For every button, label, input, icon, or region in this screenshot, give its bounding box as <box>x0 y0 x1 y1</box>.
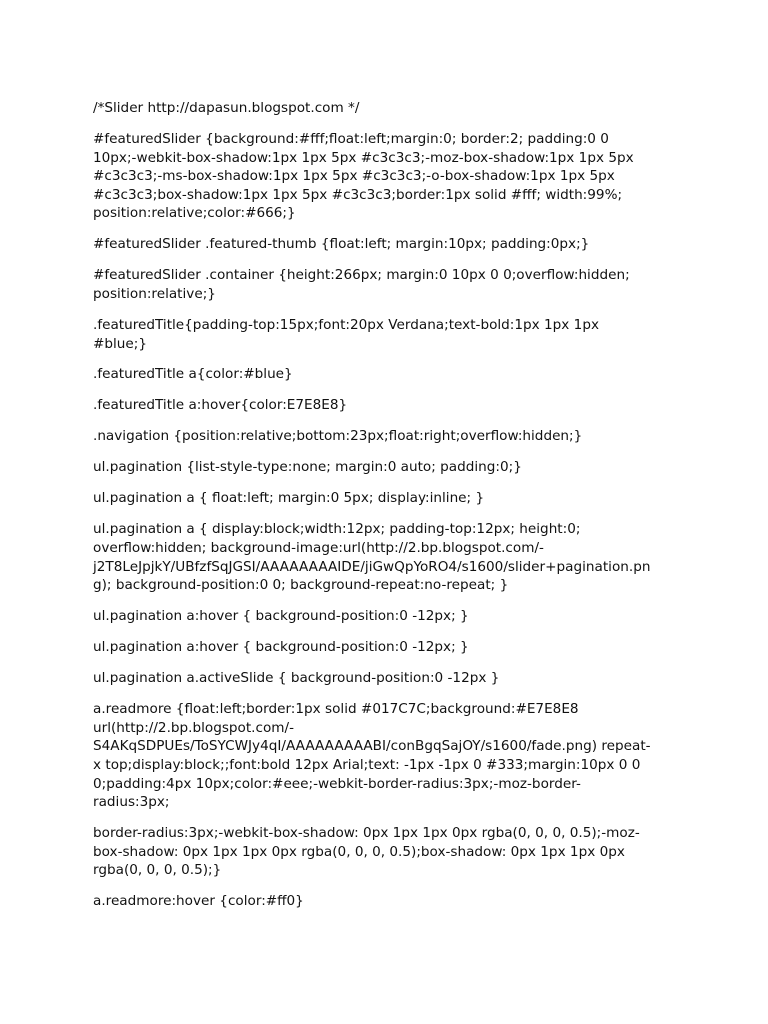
text-line: border-radius:3px;-webkit-box-shadow: 0px 1px 1px 0px rgba(0, 0, 0, 0.5);-moz- <box>93 825 640 842</box>
css-rule-paragraph <box>93 638 669 657</box>
text-line: position:relative;} <box>93 285 216 302</box>
css-rule-paragraph <box>93 669 669 688</box>
text-line: #blue;} <box>93 335 148 352</box>
text-line: a.readmore:hover {color:#ff0} <box>93 893 304 910</box>
text-line: .featuredTitle a{color:#blue} <box>93 366 293 383</box>
css-rule-paragraph <box>93 266 669 303</box>
text-line: x top;display:block;;font:bold 12px Arial;text: -1px -1px 0 #333;margin:10px 0 0 <box>93 756 641 773</box>
text-line: ul.pagination a:hover { background-position:0 -12px; } <box>93 608 469 625</box>
text-line: url(http://2.bp.blogspot.com/- <box>93 719 295 736</box>
css-rule-paragraph <box>93 520 669 594</box>
css-rule-paragraph <box>93 607 669 626</box>
text-line: #c3c3c3;-ms-box-shadow:1px 1px 5px #c3c3c3;-o-box-shadow:1px 1px 5px <box>93 168 615 185</box>
text-line: .featuredTitle a:hover{color:E7E8E8} <box>93 397 348 414</box>
text-line: a.readmore {float:left;border:1px solid #017C7C;background:#E7E8E8 <box>93 701 579 718</box>
css-rule-paragraph <box>93 824 669 880</box>
css-rule-paragraph <box>93 99 669 118</box>
css-rule-paragraph <box>93 700 669 812</box>
css-rule-paragraph <box>93 458 669 477</box>
text-line: .featuredTitle{padding-top:15px;font:20px Verdana;text-bold:1px 1px 1px <box>93 316 599 333</box>
text-line: #featuredSlider .container {height:266px; margin:0 10px 0 0;overflow:hidden; <box>93 267 630 284</box>
text-line: radius:3px; <box>93 794 170 811</box>
text-line: ul.pagination a.activeSlide { background-position:0 -12px } <box>93 670 500 687</box>
text-line: ul.pagination a { display:block;width:12px; padding-top:12px; height:0; <box>93 521 581 538</box>
css-rule-paragraph <box>93 396 669 415</box>
text-line: #featuredSlider {background:#fff;float:left;margin:0; border:2; padding:0 0 <box>93 130 609 147</box>
text-line: S4AKqSDPUEs/ToSYCWJy4qI/AAAAAAAAABI/conBgqSajOY/s1600/fade.png) repeat- <box>93 738 651 755</box>
text-line: box-shadow: 0px 1px 1px 0px rgba(0, 0, 0, 0.5);box-shadow: 0px 1px 1px 0px <box>93 843 625 860</box>
text-line: .navigation {position:relative;bottom:23px;float:right;overflow:hidden;} <box>93 428 583 445</box>
css-rule-paragraph <box>93 427 669 446</box>
text-line: /*Slider http://dapasun.blogspot.com */ <box>93 100 360 116</box>
text-line: rgba(0, 0, 0, 0.5);} <box>93 862 222 879</box>
document-page <box>93 99 669 923</box>
text-line: overflow:hidden; background-image:url(http://2.bp.blogspot.com/- <box>93 540 544 556</box>
text-line: ul.pagination a:hover { background-position:0 -12px; } <box>93 639 469 656</box>
css-rule-paragraph <box>93 316 669 353</box>
css-rule-paragraph <box>93 892 669 911</box>
css-rule-paragraph <box>93 235 669 254</box>
text-line: 10px;-webkit-box-shadow:1px 1px 5px #c3c3c3;-moz-box-shadow:1px 1px 5px <box>93 149 634 166</box>
css-rule-paragraph <box>93 365 669 384</box>
css-rule-paragraph <box>93 130 669 223</box>
css-rule-paragraph <box>93 489 669 508</box>
text-line: #c3c3c3;box-shadow:1px 1px 5px #c3c3c3;border:1px solid #fff; width:99%; <box>93 186 623 203</box>
text-line: 0;padding:4px 10px;color:#eee;-webkit-border-radius:3px;-moz-border- <box>93 775 581 792</box>
text-line: position:relative;color:#666;} <box>93 205 296 222</box>
text-line: g); background-position:0 0; background-repeat:no-repeat; } <box>93 577 509 594</box>
text-line: #featuredSlider .featured-thumb {float:left; margin:10px; padding:0px;} <box>93 236 590 253</box>
text-line: ul.pagination {list-style-type:none; margin:0 auto; padding:0;} <box>93 459 522 476</box>
text-line: ul.pagination a { float:left; margin:0 5px; display:inline; } <box>93 490 485 507</box>
text-line: j2T8LeJpjkY/UBfzfSqJGSI/AAAAAAAAIDE/jiGwQpYoRO4/s1600/slider+pagination.pn <box>93 558 651 575</box>
